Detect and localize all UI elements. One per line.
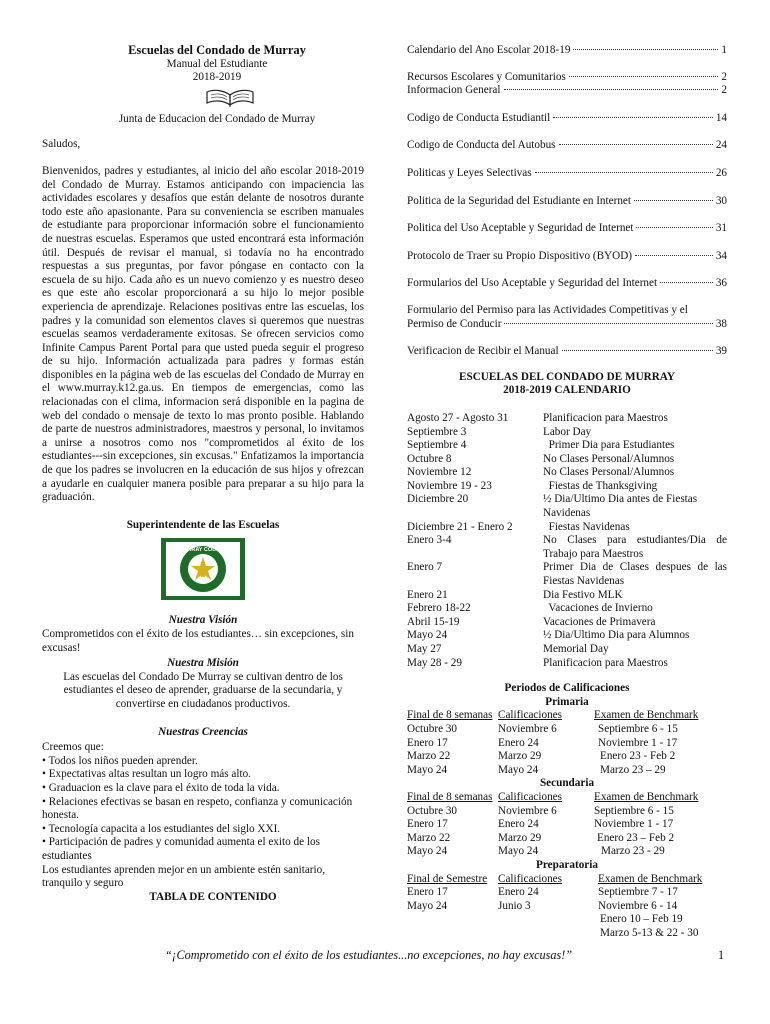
toc-entry[interactable]: Informacion General 2 (407, 84, 727, 97)
beliefs-list (42, 755, 364, 864)
school-year: 2018-2019 (192, 71, 242, 84)
toc-entry[interactable]: Codigo de Conducta del Autobus 24 (407, 139, 727, 152)
left-column (42, 44, 364, 904)
vision-heading: Nuestra Visión (168, 614, 238, 627)
beliefs-closing: Los estudiantes aprenden mejor en un ambiente estén sanitario, tranquilo y seguro (42, 863, 326, 890)
grading-row: Marzo 22 Marzo 29 Enero 23 - Feb 2 (407, 750, 676, 763)
grading-row: Enero 17 Enero 24 Septiembre 7 - 17 (407, 886, 678, 899)
grading-heading: Periodos de Calificaciones (504, 682, 630, 695)
superintendent-heading: Superintendente de las Escuelas (126, 518, 280, 531)
board-name: Junta de Educacion del Condado de Murray (118, 112, 316, 125)
calendar-row: May 28 - 29 Planificacion para Maestros (407, 656, 668, 669)
murray-county-logo (161, 538, 245, 600)
grading-row: Enero 17 Enero 24 Noviembre 1 - 17 (407, 736, 678, 749)
open-book-icon (205, 87, 255, 109)
grading-section-title: Primaria (545, 695, 589, 708)
toc-entry[interactable]: Politica del Uso Aceptable y Seguridad de Internet 31 (407, 222, 727, 235)
grading-row: Octubre 30 Noviembre 6 Septiembre 6 - 15 (407, 804, 674, 817)
mission-heading: Nuestra Misión (167, 657, 239, 670)
mission-text: Las escuelas del Condado De Murray se cultivan dentro de los estudiantes el deseo de aprender, graduarse de la secundaria, y convertirse en ciudadanos productivos. (63, 670, 343, 710)
document-title: Escuelas del Condado de Murray (128, 43, 306, 57)
welcome-paragraph: Bienvenidos, padres y estudiantes, al inicio del año escolar 2018-2019 del Condado de Murray. Estamos anticipando con impaciencia las actividades escolares y desafíos que están delante de nosotros durante todo este año apasionante. Para su conveniencia se escriben manuales de estudiante para proporcionar información sobre el funcionamiento de nuestras escuelas. Esperamos que usted encontrará esta información útil. Después de revisar el manual, si todavía no ha encontrado respuestas a sus preguntas, por favor póngase en contacto con la escuela de su hijo. Cada año es un nuevo comienzo y es nuestro deseo es que este año escolar proporcionará a su hijo lo mejor posible experiencia de aprendizaje. Relaciones positivas entre las escuelas, los padres y la comunidad son elementos claves si queremos que nuestras escuelas seamos verdaderamente exitosas. Se ofrecen servicios como Infinite Campus Parent Portal para que usted pueda seguir el progreso de su hijo. Información actualizada para padres y formas están disponibles en la página web de las escuelas del Condado de Murray en el www.murray.k12.ga.us. En tiempos de emergencias, como las relacionadas con el clima, informacion será disponible en la pagina de web del condado o mensaje de texto lo mas pronto posible. Hablando de parte de nuestros administradores, maestros y personal, lo invitamos a unirse a nosotros como nos "comprometidos al éxito de los estudiantes---sin excepciones, sin excusas." Enfatizamos la importancia de que los padres se involucren en la educación de sus hijos y ofrezcan a ayudarle en cualquier manera posible para preparar a su hijo para la graduación. (42, 164, 364, 504)
logo-text: MURRAY COUNTY (178, 547, 228, 554)
calendar-heading: ESCUELAS DEL CONDADO DE MURRAY (459, 370, 675, 383)
toc-entry[interactable]: Verificacion de Recibir el Manual 39 (407, 345, 727, 358)
calendar-row: Noviembre 12 No Clases Personal/Alumnos (407, 466, 675, 479)
belief-item: • Todos los niños pueden aprender. (42, 754, 198, 767)
calendar-subheading: 2018-2019 CALENDARIO (503, 384, 631, 397)
calendar-row: Enero 3-4 No Clases para estudiantes/Dia de Trabajo para Maestros (407, 534, 727, 560)
calendar-row: Septiembre 4 Primer Dia para Estudiantes (407, 439, 675, 452)
belief-item: • Graduacion es la clave para el éxito de toda la vida. (42, 781, 280, 794)
calendar-row: Mayo 24 ½ Dia/Ultimo Dia para Alumnos (407, 629, 690, 642)
calendar-row: Diciembre 20 ½ Dia/Ultimo Dia antes de Fiestas Navidenas (407, 493, 698, 520)
grading-row: Enero 10 – Feb 19 (600, 913, 683, 926)
calendar-row: Agosto 27 - Agosto 31 Planificacion para Maestros (407, 411, 668, 424)
toc-entry[interactable]: Formulario del Permiso para las Actividades Competitivas y el Permiso de Conducir 38 (407, 303, 727, 330)
calendar-row: Febrero 18-22 Vacaciones de Invierno (407, 602, 653, 615)
grading-section-title: Preparatoria (536, 858, 598, 871)
grading-row: Mayo 24 Mayo 24 Marzo 23 – 29 (407, 763, 666, 776)
grading-row: Octubre 30 Noviembre 6 Septiembre 6 - 15 (407, 722, 678, 735)
grading-section-primaria: Primaria Final de 8 semanas Calificaciones Examen de Benchmark Octubre 30 Noviembre 6 Septiembre 6 - 15 Enero 17 Enero 24 Noviembre 1 - 17 Marzo 22 Marzo 29 Enero 23 - Feb 2 Mayo 24 Mayo 24 Marzo 23 – 29 (407, 696, 727, 778)
beliefs-heading: Nuestras Creencias (158, 725, 248, 738)
belief-item: • Relaciones efectivas se basan en respeto, confianza y comunicación honesta. (42, 795, 353, 822)
page-number: 1 (718, 948, 725, 962)
greeting: Saludos, (42, 138, 81, 151)
calendar-row: Enero 7 Primer Dia de Clases despues de las Fiestas Navidenas (407, 561, 727, 588)
calendar-row: Diciembre 21 - Enero 2 Fiestas Navidenas (407, 520, 630, 533)
toc-entry[interactable]: Politica de la Seguridad del Estudiante en Internet 30 (407, 194, 727, 207)
toc-heading: TABLA DE CONTENIDO (149, 890, 277, 903)
toc-entry[interactable]: Codigo de Conducta Estudiantil 14 (407, 111, 727, 124)
toc-entry[interactable]: Calendario del Ano Escolar 2018-19 1 (407, 44, 727, 56)
grading-row: Marzo 22 Marzo 29 Enero 23 – Feb 2 (407, 831, 675, 844)
calendar-row: Abril 15-19 Vacaciones de Primavera (407, 615, 656, 628)
calendar-row: Noviembre 19 - 23 Fiestas de Thanksgiving (407, 479, 658, 492)
grading-row: Enero 17 Enero 24 Noviembre 1 - 17 (407, 818, 674, 831)
grading-section-title: Secundaria (539, 777, 595, 790)
calendar-row: Enero 21 Dia Festivo MLK (407, 588, 623, 601)
toc-entry[interactable]: Politicas y Leyes Selectivas 26 (407, 166, 727, 179)
toc-entry[interactable]: Recursos Escolares y Comunitarios 2 (407, 70, 727, 83)
calendar-row: Octubre 8 No Clases Personal/Alumnos (407, 452, 675, 465)
right-column (407, 44, 727, 940)
grading-row: Marzo 5-13 & 22 - 30 (600, 926, 699, 939)
grading-row: Mayo 24 Mayo 24 Marzo 23 - 29 (407, 845, 665, 858)
belief-item: • Expectativas altas resultan un logro más alto. (42, 768, 251, 781)
calendar-row: Septiembre 3 Labor Day (407, 425, 592, 438)
footer-quote: “¡Comprometido con el éxito de los estudiantes...no excepciones, no hay excusas!” (165, 948, 573, 962)
document-subtitle: Manual del Estudiante (166, 57, 268, 70)
toc-entry[interactable]: Protocolo de Traer su Propio Dispositivo (BYOD) 34 (407, 249, 727, 262)
grading-section-preparatoria: Preparatoria Final de Semestre Calificaciones Examen de Benchmark Enero 17 Enero 24 Septiembre 7 - 17 Mayo 24 Junio 3 Noviembre 6 - 14 Enero 10 – Feb 19 Marzo 5-13 & 22 - 30 (407, 859, 727, 941)
vision-text: Comprometidos con el éxito de los estudiantes… sin excepciones, sin excusas! (42, 628, 354, 654)
calendar-table (407, 412, 727, 670)
belief-item: • Tecnología capacita a los estudiantes del siglo XXI. (42, 822, 281, 835)
belief-item: • Participación de padres y comunidad aumenta el exito de los estudiantes (42, 836, 320, 862)
calendar-row: May 27 Memorial Day (407, 643, 609, 655)
grading-row: Mayo 24 Junio 3 Noviembre 6 - 14 (407, 899, 678, 912)
toc-entry[interactable]: Formularios del Uso Aceptable y Seguridad del Internet 36 (407, 277, 727, 290)
grading-section-secundaria: Secundaria Final de 8 semanas Calificaciones Examen de Benchmark Octubre 30 Noviembre 6 Septiembre 6 - 15 Enero 17 Enero 24 Noviembre 1 - 17 Marzo 22 Marzo 29 Enero 23 – Feb 2 Mayo 24 Mayo 24 Marzo 23 - 29 (407, 777, 727, 859)
beliefs-intro: Creemos que: (42, 741, 104, 754)
table-of-contents (407, 44, 727, 359)
